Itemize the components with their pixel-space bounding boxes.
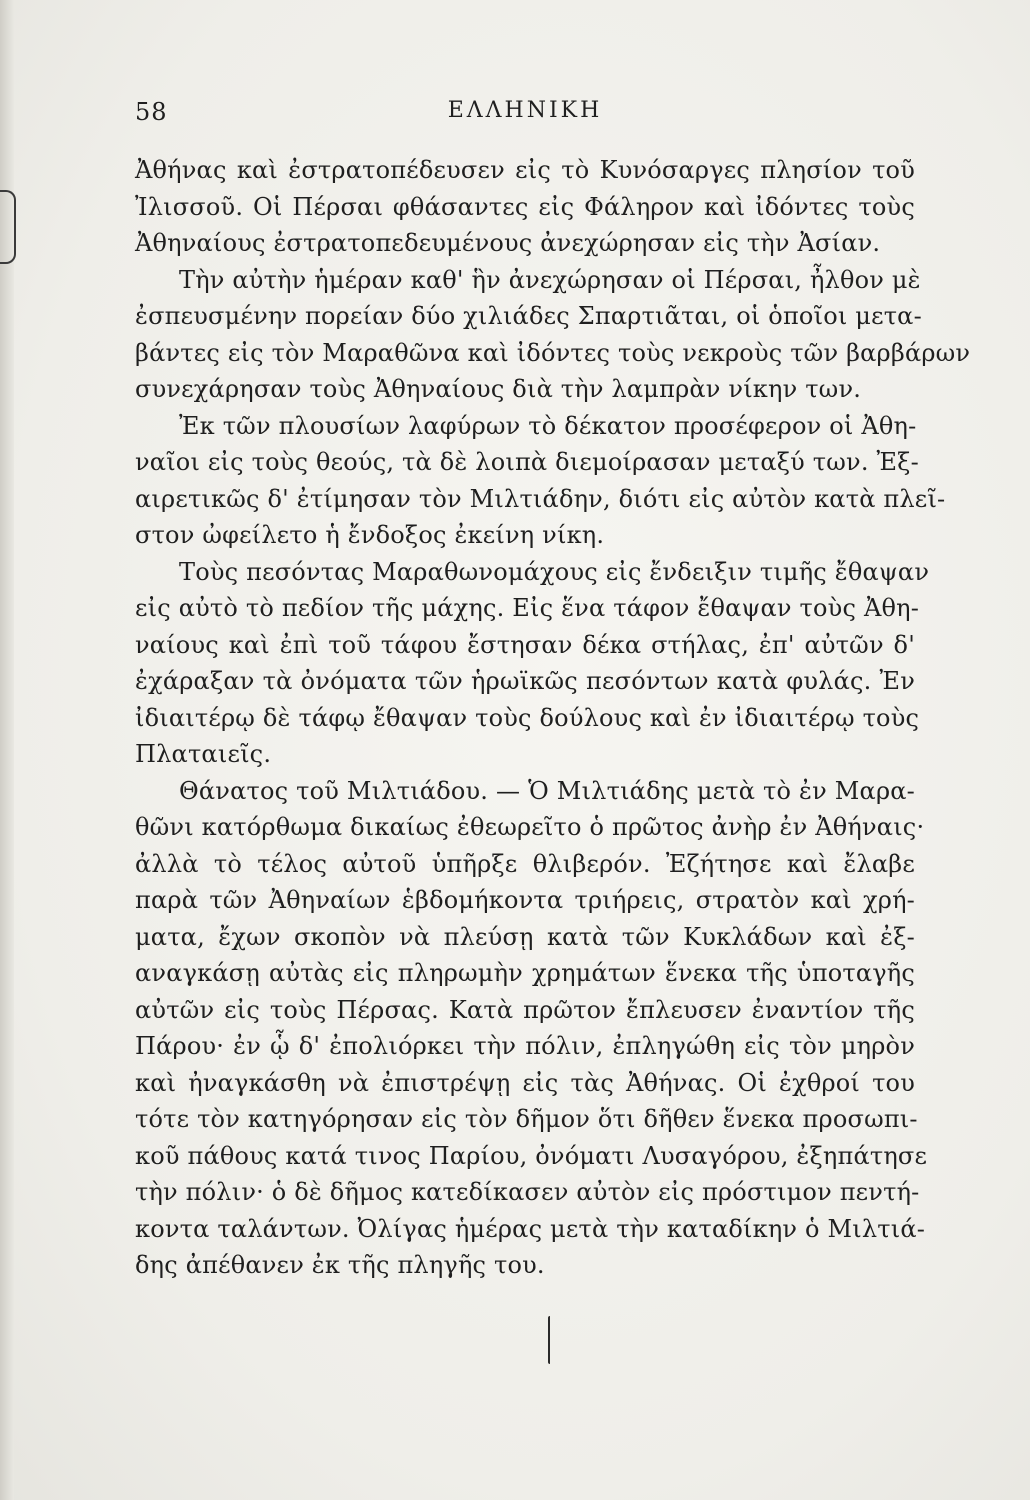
text-line: Ἀθήνας καὶ ἐστρατοπέδευσεν εἰς τὸ Κυνόσαργες πλησίον τοῦ [135,156,915,184]
text-line: ἀλλὰ τὸ τέλος αὐτοῦ ὑπῆρξε θλιβερόν. Ἐζήτησε καὶ ἔλαβε [135,849,915,878]
text-line: ναῖοι εἰς τοὺς θεούς, τὰ δὲ λοιπὰ διεμοίρασαν μεταξύ των. Ἐξ- [135,448,919,476]
text-line: ἰδιαιτέρῳ δὲ τάφῳ ἔθαψαν τοὺς δούλους καὶ ἐν ἰδιαιτέρῳ τοὺς [135,703,920,732]
text-line: αναγκάσῃ αὐτὰς εἰς πληρωμὴν χρημάτων ἕνεκα τῆς ὑποταγῆς [135,959,915,987]
text-line: ματα, ἔχων σκοπὸν νὰ πλεύσῃ κατὰ τῶν Κυκλάδων καὶ ἐξ- [135,922,915,951]
text-line: ναίους καὶ ἐπὶ τοῦ τάφου ἔστησαν δέκα στήλας, ἐπ' αὐτῶν δ' [135,630,915,659]
text-line: ἐχάραξαν τὰ ὀνόματα τῶν ἡρωϊκῶς πεσόντων κατὰ φυλάς. Ἐν [135,667,915,695]
text-line: δης ἀπέθανεν ἐκ τῆς πληγῆς του. [135,1251,545,1279]
text-line: Ἀθηναίους ἐστρατοπεδευμένους ἀνεχώρησαν εἰς τὴν Ἀσίαν. [135,229,881,257]
section-heading-line: Θάνατος τοῦ Μιλτιάδου. — Ὁ Μιλτιάδης μετὰ τὸ ἐν Μαρα- [179,776,915,805]
body-text [135,152,971,1284]
text-line: Τὴν αὐτὴν ἡμέραν καθ' ἣν ἀνεχώρησαν οἱ Πέρσαι, ἦλθον μὲ [179,265,921,294]
text-line: βάντες εἰς τὸν Μαραθῶνα καὶ ἰδόντες τοὺς νεκροὺς τῶν βαρβάρων [135,338,971,367]
text-line: Πάρου· ἐν ᾧ δ' ἐπολιόρκει τὴν πόλιν, ἐπληγώθη εἰς τὸν μηρὸν [135,1032,915,1060]
text-line: εἰς αὐτὸ τὸ πεδίον τῆς μάχης. Εἰς ἕνα τάφον ἔθαψαν τοὺς Ἀθη- [135,594,920,622]
text-line: συνεχάρησαν τοὺς Ἀθηναίους διὰ τὴν λαμπρὰν νίκην των. [135,375,862,403]
text-line: καὶ ἠναγκάσθη νὰ ἐπιστρέψῃ εἰς τὰς Ἀθήνας. Οἱ ἐχθροί του [135,1068,915,1097]
page-number: 58 [135,98,168,126]
text-line: τὴν πόλιν· ὁ δὲ δῆμος κατεδίκασεν αὐτὸν εἰς πρόστιμον πεντή- [135,1178,920,1206]
text-line: κοῦ πάθους κατά τινος Παρίου, ὀνόματι Λυσαγόρου, ἐξηπάτησε [135,1141,928,1170]
text-line: ἐσπευσμένην πορείαν δύο χιλιάδες Σπαρτιᾶται, οἱ ὁποῖοι μετα- [135,302,922,330]
text-line: αιρετικῶς δ' ἐτίμησαν τὸν Μιλτιάδην, διότι εἰς αὐτὸν κατὰ πλεῖ- [135,484,946,513]
end-pencil-mark [548,1316,553,1364]
text-line: Ἰλισσοῦ. Οἱ Πέρσαι φθάσαντες εἰς Φάληρον καὶ ἰδόντες τοὺς [135,192,915,221]
text-line: Τοὺς πεσόντας Μαραθωνομάχους εἰς ἔνδειξιν τιμῆς ἔθαψαν [179,557,930,586]
text-line: παρὰ τῶν Ἀθηναίων ἑβδομήκοντα τριήρεις, στρατὸν καὶ χρή- [135,886,915,914]
text-line: Ἐκ τῶν πλουσίων λαφύρων τὸ δέκατον προσέφερον οἱ Ἀθη- [179,411,917,440]
page-header [135,98,915,134]
text-line: αὐτῶν εἰς τοὺς Πέρσας. Κατὰ πρῶτον ἔπλευσεν ἐναντίον τῆς [135,995,915,1024]
text-line: τότε τὸν κατηγόρησαν εἰς τὸν δῆμον ὅτι δῆθεν ἕνεκα προσωπι- [135,1105,918,1133]
running-title: ΕΛΛΗΝΙΚΗ [447,98,603,123]
text-line: θῶνι κατόρθωμα δικαίως ἐθεωρεῖτο ὁ πρῶτος ἀνὴρ ἐν Ἀθήναις· [135,813,925,841]
text-line: κοντα ταλάντων. Ὀλίγας ἡμέρας μετὰ τὴν καταδίκην ὁ Μιλτιά- [135,1214,926,1243]
text-line: στον ὠφείλετο ἡ ἔνδοξος ἐκείνη νίκη. [135,521,605,549]
text-line: Πλαταιεῖς. [135,740,272,768]
margin-bracket-mark [0,190,16,264]
